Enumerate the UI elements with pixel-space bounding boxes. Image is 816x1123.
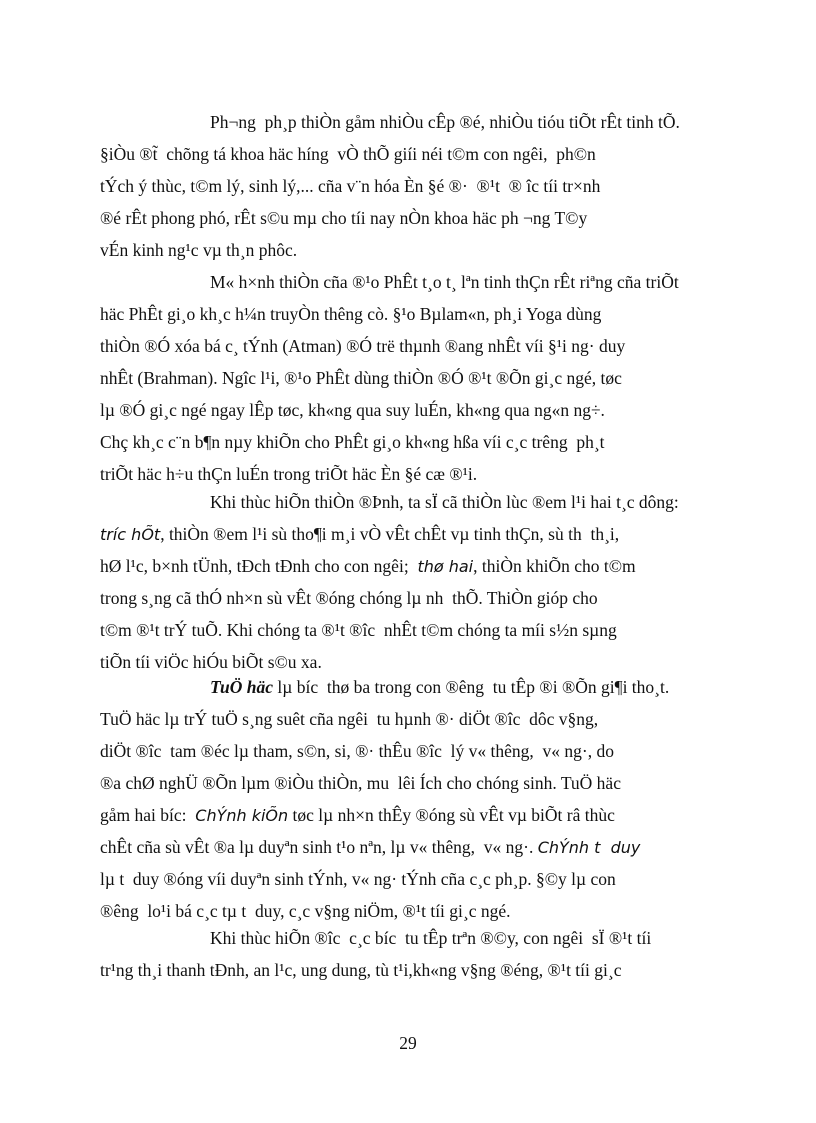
text-line: Ph¬ng ph¸p thiÒn gåm nhiÒu cÊp ®é, nhiÒu tióu tiÕt rÊt tinh tÕ. — [210, 112, 680, 132]
text-line: TuÖ häc lµ bíc thø ba trong con ®êng tu tÊp ®i ®Õn gi¶i tho¸t. — [210, 677, 670, 697]
page-number: 29 — [399, 1033, 417, 1053]
text-line: Chç kh¸c c¨n b¶n nµy khiÕn cho PhÊt gi¸o kh«ng hßa víi c¸c trêng ph¸t — [100, 432, 605, 452]
text-line: triÕt häc h÷u thÇn luÉn trong triÕt häc Èn §é cæ ®¹i. — [100, 464, 478, 484]
text-line: lµ ®Ó gi¸c ngé ngay lÊp tøc, kh«ng qua suy luÉn, kh«ng qua ng«n ng÷. — [100, 400, 605, 420]
text-line: tríc hÕt, thiÒn ®em l¹i sù tho¶i m¸i vÒ vÊt chÊt vµ tinh thÇn, sù th th¸i, — [100, 524, 620, 544]
text-line: häc PhÊt gi¸o kh¸c h¼n truyÒn thêng cò. §¹o Bµlam«n, ph¸i Yoga dùng — [100, 304, 602, 324]
text-line: ®êng lo¹i bá c¸c tµ t duy, c¸c v§ng niÖm, ®¹t tíi gi¸c ngé. — [100, 901, 511, 921]
text-line: tr¹ng th¸i thanh tÐnh, an l¹c, ung dung, tù t¹i,kh«ng v§ng ®éng, ®¹t tíi gi¸c — [100, 960, 622, 980]
text-line: TuÖ häc lµ trÝ tuÖ s¸ng suêt cña ngêi tu hµnh ®· diÖt ®îc dôc v§ng, — [100, 709, 599, 729]
text-line: trong s¸ng cã thÓ nh×n sù vÊt ®óng chóng lµ nh thÕ. ThiÒn gióp cho — [100, 588, 598, 608]
text-line: lµ t duy ®óng víi duyªn sinh tÝnh, v« ng· tÝnh cña c¸c ph¸p. §©y lµ con — [100, 869, 616, 889]
text-line: §iÒu ®t̃ chõng tá khoa häc híng vÒ thÕ giíi néi t©m con ngêi, ph©n — [100, 144, 596, 164]
text-line: diÖt ®îc tam ®éc lµ tham, s©n, si, ®· thÊu ®îc lý v« thêng, v« ng·, do — [100, 741, 614, 761]
text-line: M« h×nh thiÒn cña ®¹o PhÊt t¸o t¸ lªn tinh thÇn rÊt riªng cña triÕt — [210, 272, 679, 292]
text-line: tÝch ý thùc, t©m lý, sinh lý,... cña v¨n hóa Èn §é ®· ®¹t ® îc tíi tr×nh — [100, 176, 601, 196]
text-line: Khi thùc hiÕn ®îc c¸c bíc tu tÊp trªn ®©y, con ngêi sÏ ®¹t tíi — [210, 928, 652, 948]
text-line: nhÊt (Brahman). Ngîc l¹i, ®¹o PhÊt dùng thiÒn ®Ó ®¹t ®Õn gi¸c ngé, tøc — [100, 368, 622, 388]
text-line: hØ l¹c, b×nh tÜnh, tÐch tÐnh cho con ngêi; thø hai, thiÒn khiÕn cho t©m — [100, 556, 636, 576]
text-line: chÊt cña sù vÊt ®a lµ duyªn sinh t¹o nªn, lµ v« thêng, v« ng·. ChÝnh t duy — [100, 837, 641, 857]
text-line: gåm hai bíc: ChÝnh kiÕn tøc lµ nh×n thÊy ®óng sù vÊt vµ biÕt râ thùc — [100, 805, 615, 825]
text-line: vÉn kinh ng¹c vµ th¸n phôc. — [100, 240, 298, 260]
text-line: Khi thùc hiÕn thiÒn ®Þnh, ta sÏ cã thiÒn lùc ®em l¹i hai t¸c dông: — [210, 492, 679, 512]
text-line: tiÕn tíi viÖc hiÓu biÕt s©u xa. — [100, 652, 322, 672]
text-line: ®a chØ nghÜ ®Õn lµm ®iÒu thiÒn, mu lêi Ích cho chóng sinh. TuÖ häc — [100, 773, 621, 793]
text-line: thiÒn ®Ó xóa bá c¸ tÝnh (Atman) ®Ó trë thµnh ®ang nhÊt víi §¹i ng· duy — [100, 336, 626, 356]
text-line: t©m ®¹t trÝ tuÕ. Khi chóng ta ®¹t ®îc nhÊt t©m chóng ta míi s½n sµng — [100, 620, 617, 640]
text-line: ®é rÊt phong phó, rÊt s©u mµ cho tíi nay nÒn khoa häc ph ¬ng T©y — [100, 208, 588, 228]
